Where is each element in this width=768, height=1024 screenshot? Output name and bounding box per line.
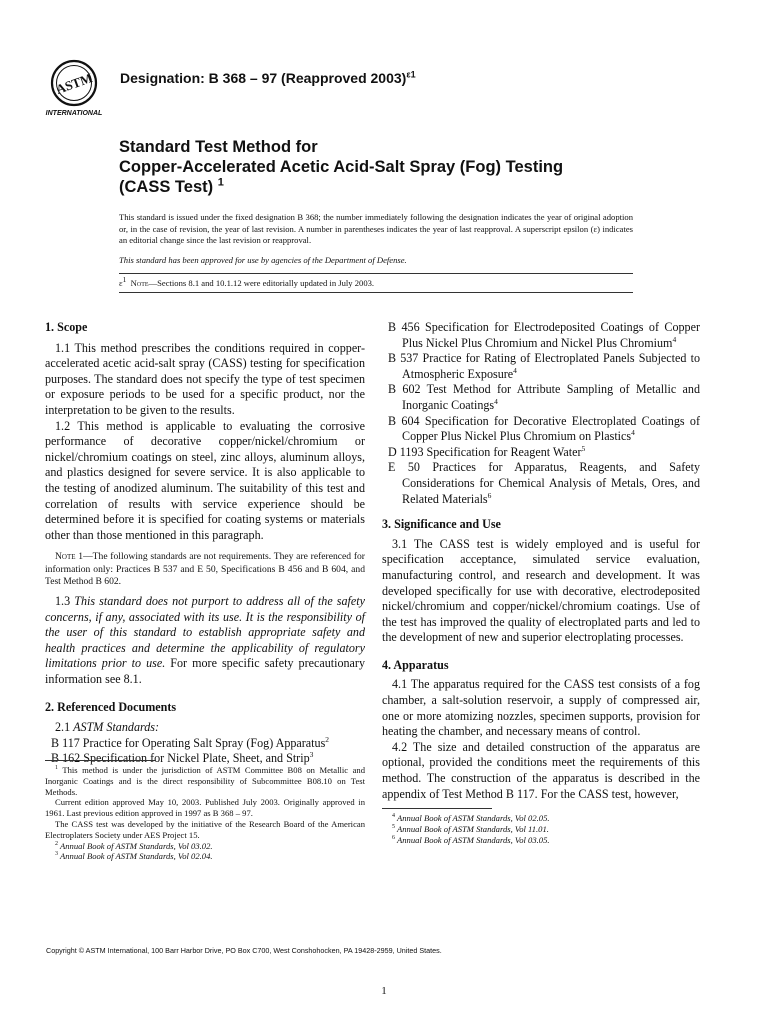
- reference-item: B 456 Specification for Electrodeposited Coatings of Copper Plus Nickel Plus Chromium and Nickel Plus Chromium$^4$: [388, 320, 700, 350]
- paragraph-3-1: 3.1 The CASS test is widely employed and is useful for specification acceptance, simulated service evaluation, manufacturing control, and research and development. It was developed specifically for use with decorative, electrodeposited nickel/chromium and copper/nickel/chromium coatings. Use of the test has improved the quality of electroplated parts and led to the development of new and superior electroplating processes.: [382, 536, 700, 645]
- logo-text-bottom: INTERNATIONAL: [45, 110, 103, 117]
- reference-item: B 602 Test Method for Attribute Sampling of Metallic and Inorganic Coatings$^4$: [388, 382, 700, 412]
- note-1: Note 1—The following standards are not requirements. They are referenced for information only: Practices B 537 and E 50, Specifications B 456 and B 604, and Test Method B 602.: [45, 551, 365, 587]
- designation: [120, 70, 416, 86]
- copyright-notice: Copyright © ASTM International, 100 Barr Harbor Drive, PO Box C700, West Conshohocken, PA 19428-2959, United States.: [46, 946, 442, 955]
- title-sup: 1: [217, 176, 224, 189]
- footnote-rule: [382, 808, 492, 809]
- title-line-1: Standard Test Method for: [119, 138, 318, 156]
- footnote-6: $^6$ Annual Book of ASTM Standards, Vol 03.05.: [392, 834, 550, 845]
- document-title: [119, 137, 679, 197]
- footnote-5: $^5$ Annual Book of ASTM Standards, Vol 11.01.: [392, 823, 549, 834]
- epsilon-note: $\varepsilon^1$ Note—Sections 8.1 and 10.1.12 were editorially updated in July 2003.: [119, 275, 375, 288]
- paragraph-1-1: 1.1 This method prescribes the conditions required in copper-accelerated acetic acid-salt spray (CASS) testing for specification purposes. The standard does not specify the type of test specimen or exposure periods to be used for a specific product, nor the interpretation to be given to the results.: [45, 340, 365, 417]
- reference-item: D 1193 Specification for Reagent Water$^5$: [388, 443, 586, 459]
- astm-logo: [37, 57, 111, 119]
- reference-item: B 162 Specification for Nickel Plate, Sheet, and Strip$^3$: [51, 750, 314, 766]
- footnotes-right: [382, 808, 700, 845]
- section-heading-referenced: 2. Referenced Documents: [45, 700, 177, 715]
- designation-text: Designation: B 368 – 97 (Reapproved 2003): [120, 70, 407, 86]
- footnote-rule: [45, 760, 155, 761]
- reference-item: B 537 Practice for Rating of Electroplated Panels Subjected to Atmospheric Exposure$^4$: [388, 351, 700, 381]
- logo-text-top: ASTM: [53, 69, 95, 97]
- footnote-1-cass: The CASS test was developed by the initiative of the Research Board of the American Electroplaters Society under AES Project 15.: [45, 818, 365, 840]
- section-heading-scope: 1. Scope: [45, 320, 88, 334]
- divider: [119, 273, 633, 274]
- footnote-1-edition: Current edition approved May 10, 2003. Published July 2003. Originally approved in 1961. Last previous edition approved in 1997 as B 368 – 97.: [45, 797, 365, 819]
- title-line-2: Copper-Accelerated Acetic Acid-Salt Spray (Fog) Testing: [119, 158, 564, 176]
- right-column: [382, 320, 700, 802]
- dod-note: This standard has been approved for use by agencies of the Department of Defense.: [119, 255, 407, 265]
- divider: [119, 292, 633, 293]
- reference-item: B 117 Practice for Operating Salt Spray (Fog) Apparatus$^2$: [51, 734, 330, 750]
- paragraph-4-1: 4.1 The apparatus required for the CASS test consists of a fog chamber, a salt-solution reservoir, a supply of compressed air, one or more atomizing nozzles, specimen supports, provision for heating the chamber, and necessary means of control.: [382, 677, 700, 739]
- paragraph-2-1: 2.1 ASTM Standards:: [55, 720, 160, 735]
- footnote-1: $^1$ This method is under the jurisdiction of ASTM Committee B08 on Metallic and Inorganic Coatings and is the direct responsibility of Subcommittee B08.10 on Test Methods.: [45, 765, 365, 797]
- title-line-3: (CASS Test) $^1$: [119, 176, 224, 196]
- section-heading-apparatus: 4. Apparatus: [382, 657, 449, 672]
- footnotes-left: [45, 760, 365, 862]
- reference-item: B 604 Specification for Decorative Electroplated Coatings of Copper Plus Nickel Plus Chromium on Plastics$^4$: [388, 413, 700, 444]
- section-heading-significance: 3. Significance and Use: [382, 517, 501, 532]
- paragraph-1-2: 1.2 This method is applicable to evaluating the corrosive performance of decorative copper/nickel/chromium or nickel/chromium coatings on steel, zinc alloys, aluminum alloys, and plastics designed for severe service. It is also applicable to the testing of anodized aluminum. The suitability of this test and correlation of results with service experience should be determined before it is specified for coating systems or materials other than those mentioned in this paragraph.: [45, 418, 365, 542]
- reference-item: E 50 Practices for Apparatus, Reagents, and Safety Considerations for Chemical Analysis of Metals, Ores, and Related Materials$^6$: [388, 460, 700, 506]
- designation-sup: ε1: [406, 69, 416, 80]
- left-column: [45, 320, 365, 767]
- issue-note: This standard is issued under the fixed designation B 368; the number immediately following the designation indicates the year of original adoption or, in the case of revision, the year of last revision. A number in parentheses indicates the year of last reapproval. A superscript epsilon (ε) indicates an editorial change since the last revision or reapproval.: [119, 212, 633, 246]
- footnote-3: $^3$ Annual Book of ASTM Standards, Vol 02.04.: [55, 851, 213, 862]
- footnote-2: $^2$ Annual Book of ASTM Standards, Vol 03.02.: [55, 840, 213, 851]
- page-number: 1: [381, 985, 387, 997]
- paragraph-4-2: 4.2 The size and detailed construction of the apparatus are optional, provided the conditions meet the requirements of this method. The construction of the apparatus is described in the appendix of Test Method B 117. For the CASS test, however,: [382, 739, 700, 801]
- footnote-4: $^4$ Annual Book of ASTM Standards, Vol 02.05.: [392, 813, 550, 823]
- paragraph-1-3: 1.3 This standard does not purport to address all of the safety concerns, if any, associated with its use. It is the responsibility of the user of this standard to establish appropriate safety and health practices and determine the applicability of regulatory limitations prior to use. For more specific safety precautionary information see 8.1.: [45, 593, 366, 686]
